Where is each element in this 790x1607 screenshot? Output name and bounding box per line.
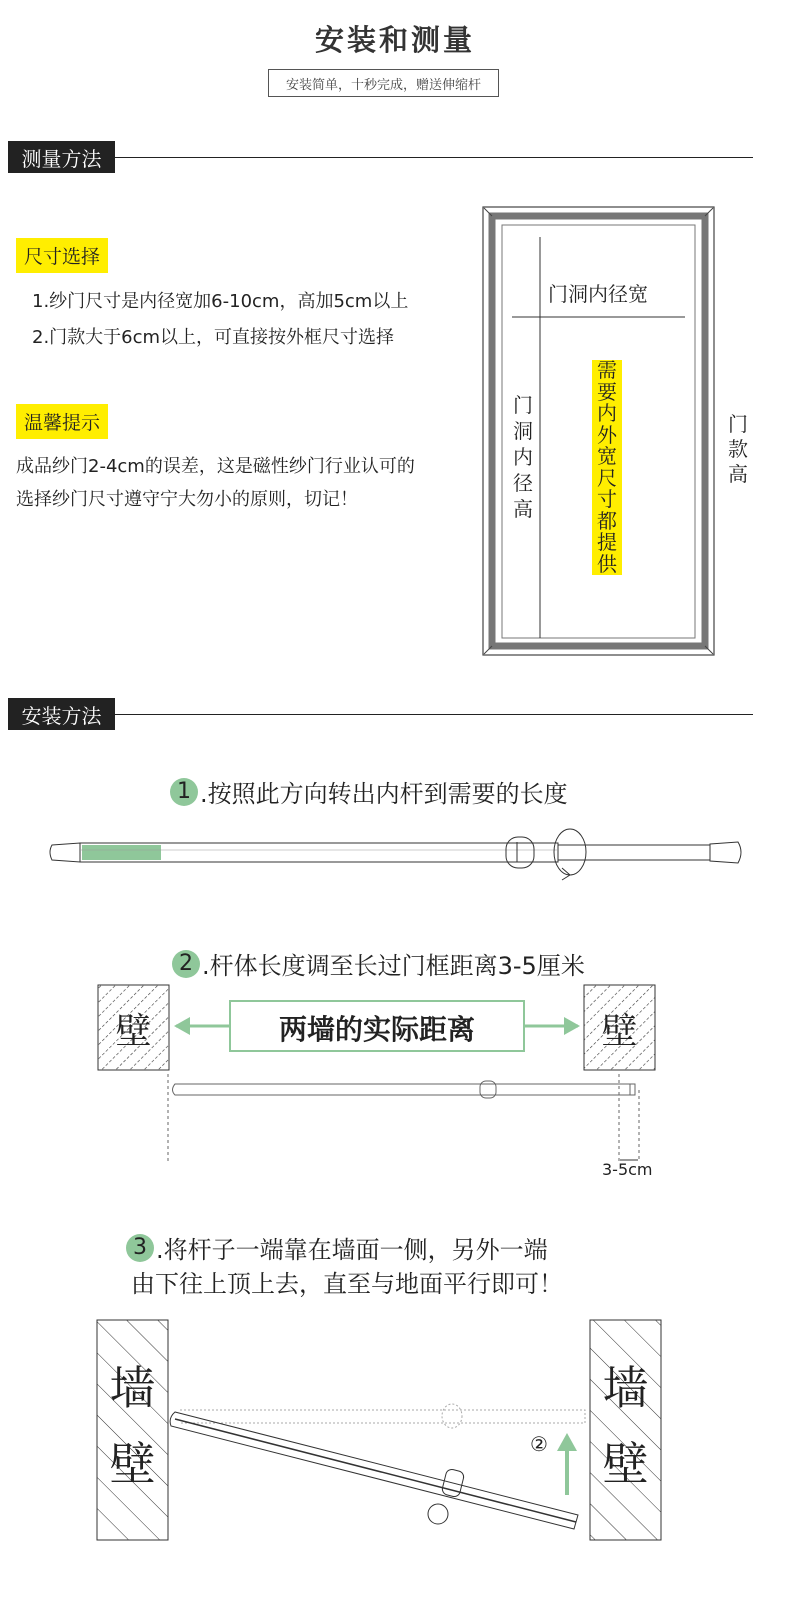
page-title: 安装和测量 <box>314 23 475 57</box>
step3-text-2: 由下往上顶上去，直至与地面平行即可！ <box>131 1270 563 1298</box>
right-wall-label: 壁 <box>601 1011 638 1052</box>
install-section-divider <box>115 714 753 715</box>
subtitle-box <box>268 69 499 97</box>
inner-height-label: 门洞内径高 <box>513 393 533 521</box>
tip-tag: 温馨提示 <box>16 404 108 439</box>
subtitle-text: 安装简单，十秒完成，赠送伸缩杆 <box>285 77 481 93</box>
left-wall-top-label: 墙 <box>109 1361 156 1415</box>
tip-line-1: 成品纱门2-4cm的误差，这是磁性纱门行业认可的 <box>16 456 415 477</box>
step1-title <box>170 774 568 809</box>
right-wall-bottom-label: 壁 <box>602 1437 649 1491</box>
right-wall-top-label: 墙 <box>602 1361 649 1415</box>
step1-number: 1 <box>170 778 198 806</box>
size-note: 需要内外宽尺寸都提供 <box>592 360 622 575</box>
tip-line-2: 选择纱门尺寸遵守宁大勿小的原则，切记！ <box>16 489 358 510</box>
install-section-heading: 安装方法 <box>8 698 115 730</box>
gap-label: 3-5cm <box>602 1160 653 1179</box>
step2-text: .杆体长度调至长过门框距离3-5厘米 <box>202 952 585 980</box>
step2-title <box>172 946 585 981</box>
left-wall-bottom-label: 壁 <box>109 1437 156 1491</box>
rod-diagram-1 <box>40 820 760 885</box>
distance-label: 两墙的实际距离 <box>278 1013 475 1046</box>
size-tag: 尺寸选择 <box>16 238 108 273</box>
measure-section-divider <box>115 157 753 158</box>
step3-text-1: .将杆子一端靠在墙面一侧，另外一端 <box>156 1236 548 1264</box>
step3-title <box>126 1230 548 1265</box>
size-line-1: 1.纱门尺寸是内径宽加6-10cm，高加5cm以上 <box>32 291 409 312</box>
step2-number: 2 <box>172 950 200 978</box>
step3-number: 3 <box>126 1234 154 1262</box>
rod-extension-highlight <box>82 845 161 860</box>
step1-text: .按照此方向转出内杆到需要的长度 <box>200 780 568 808</box>
size-line-2: 2.门款大于6cm以上，可直接按外框尺寸选择 <box>32 327 395 348</box>
left-wall-label: 壁 <box>115 1011 152 1052</box>
measure-section-heading: 测量方法 <box>8 141 115 173</box>
door-height-label: 门款高 <box>728 412 748 486</box>
step-marker: ② <box>530 1432 548 1456</box>
inner-width-label: 门洞内径宽 <box>548 282 648 306</box>
